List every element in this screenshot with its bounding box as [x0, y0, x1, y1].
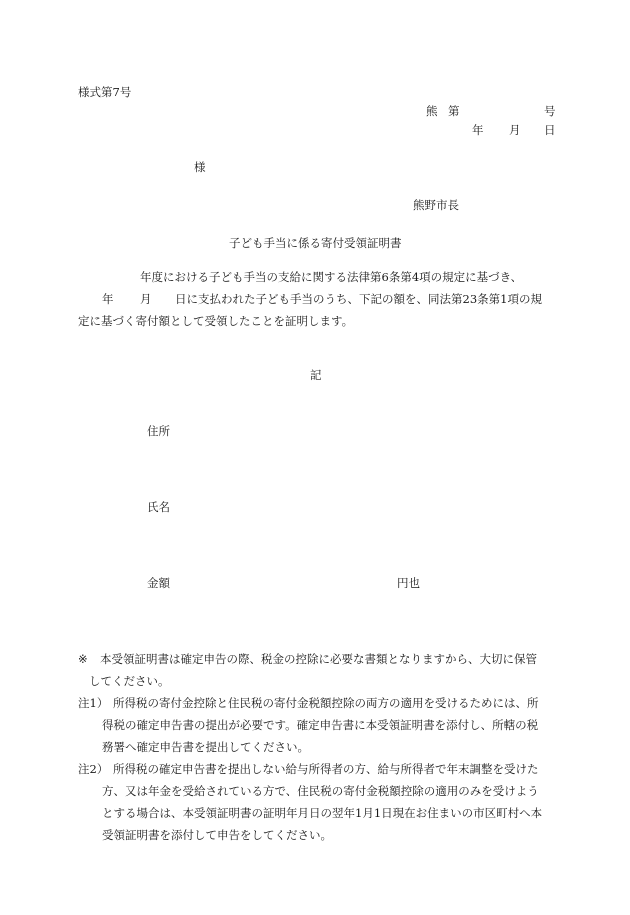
addressee: 様 [194, 160, 206, 174]
date-month: 月 [509, 123, 521, 137]
date-year: 年 [472, 123, 484, 137]
note-2-line-2: 方、又は年金を受給されている方で、住民税の寄付金税額控除の適用のみを受けよう [102, 784, 539, 798]
note-1-line-1: 所得税の寄付金控除と住民税の寄付金税額控除の両方の適用を受けるためには、所 [113, 696, 539, 710]
ki-label: 記 [310, 368, 322, 382]
note-1-line-3: 務署へ確定申告書を提出してください。 [102, 740, 309, 754]
body-line-2: 日に支払われた子ども手当のうち、下記の額を、同法第23条第1項の規 [175, 292, 542, 306]
note-star-label: ※ [78, 652, 88, 666]
date-day: 日 [544, 123, 556, 137]
body-line-2-month: 月 [140, 292, 152, 306]
issue-go: 号 [544, 104, 556, 118]
issuer: 熊野市長 [413, 198, 459, 212]
note-star-line-2: してください。 [89, 674, 170, 688]
note-2-line-1: 所得税の確定申告書を提出しない給与所得者の方、給与所得者で年末調整を受けた [113, 762, 539, 776]
field-amount-label: 金額 [147, 576, 170, 590]
note-2-line-3: とする場合は、本受領証明書の証明年月日の翌年1月1日現在お住まいの市区町村へ本 [102, 806, 543, 820]
note-1-line-2: 得税の確定申告書の提出が必要です。確定申告書に本受領証明書を添付し、所轄の税 [102, 718, 539, 732]
form-number: 様式第7号 [78, 85, 132, 99]
issue-dai: 第 [448, 104, 460, 118]
body-line-3: 定に基づく寄付額として受領したことを証明します。 [78, 314, 354, 328]
field-address-label: 住所 [147, 424, 170, 438]
note-2-label: 注2） [78, 762, 109, 776]
field-name-label: 氏名 [147, 500, 170, 514]
field-amount-unit: 円也 [397, 576, 420, 590]
document-title: 子ども手当に係る寄付受領証明書 [229, 236, 402, 250]
body-line-2-year: 年 [102, 292, 114, 306]
note-2-line-4: 受領証明書を添付して申告をしてください。 [102, 828, 332, 842]
issue-prefix: 熊 [426, 104, 438, 118]
note-star-line-1: 本受領証明書は確定申告の際、税金の控除に必要な書類となりますから、大切に保管 [100, 652, 537, 666]
body-line-1: 年度における子ども手当の支給に関する法律第6条第4項の規定に基づき、 [140, 270, 523, 284]
note-1-label: 注1） [78, 696, 109, 710]
